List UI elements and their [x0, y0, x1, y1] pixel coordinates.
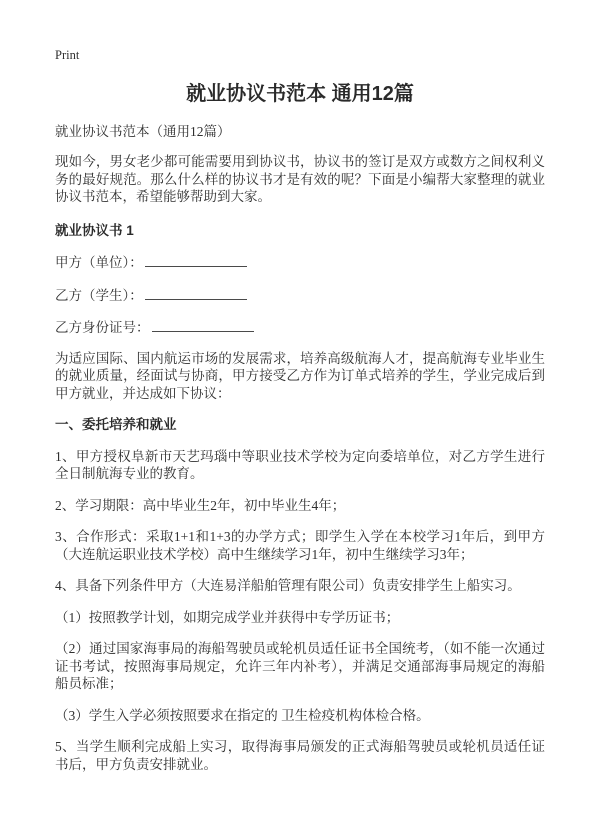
intro-paragraph: 现如今，男女老少都可能需要用到协议书，协议书的签订是双方或数方之间权利义务的最好规范。那么什么样的协议书才是有效的呢？下面是小编帮大家整理的就业协议书范本，希望能够帮助到大家。 — [55, 154, 545, 204]
clause-subitem-3: （3）学生入学必须按照要求在指定的 卫生检疫机构体检合格。 — [55, 707, 430, 723]
clause-subitem-1: （1）按照教学计划，如期完成学业并获得中专学历证书； — [55, 609, 400, 625]
page-title: 就业协议书范本 通用12篇 — [186, 82, 414, 105]
clause-subitem-2: （2）通过国家海事局的海船驾驶员或轮机员适任证书全国统考，（如不能一次通过证书考试，按照海事局规定，允许三年内补考），并满足交通部海事局规定的海船船员标准； — [55, 641, 545, 691]
purpose-paragraph: 为适应国际、国内航运市场的发展需求，培养高级航海人才，提高航海专业毕业生的就业质量，经面试与协商，甲方接受乙方作为订单式培养的学生，学业完成后到甲方就业，并达成如下协议： — [55, 350, 545, 401]
print-button[interactable]: Print — [55, 48, 80, 62]
section-heading-agreement-1: 就业协议书 1 — [55, 222, 134, 238]
party-a-blank-line — [145, 253, 247, 267]
document-subtitle: 就业协议书范本（通用12篇） — [55, 123, 231, 139]
clause-item-2: 2、学习期限：高中毕业生2年，初中毕业生4年； — [55, 497, 346, 513]
clause-item-4: 4、具备下列条件甲方（大连易洋船舶管理有限公司）负责安排学生上船实习。 — [55, 578, 521, 593]
clause-heading-training-employment: 一、委托培养和就业 — [55, 417, 177, 432]
clause-item-3: 3、合作形式：采取1+1和1+3的办学方式；即学生入学在本校学习1年后，到甲方（大连航运职业技术学校）高中生继续学习1年，初中生继续学习3年； — [55, 529, 545, 562]
party-b-id-label: 乙方身份证号： — [55, 320, 150, 335]
party-a-row — [55, 253, 545, 272]
party-b-blank-line — [145, 286, 247, 300]
party-a-label: 甲方（单位）： — [55, 255, 143, 270]
party-b-id-row — [55, 318, 545, 337]
party-b-label: 乙方（学生）： — [55, 287, 143, 303]
party-b-row — [55, 286, 545, 305]
party-b-id-blank-line — [152, 318, 254, 332]
clause-item-5: 5、当学生顺利完成船上实习，取得海事局颁发的正式海船驾驶员或轮机员适任证书后，甲方负责安排就业。 — [55, 739, 545, 772]
clause-item-1: 1、甲方授权阜新市天艺玛瑙中等职业技术学校为定向委培单位，对乙方学生进行全日制航海专业的教育。 — [55, 448, 545, 481]
